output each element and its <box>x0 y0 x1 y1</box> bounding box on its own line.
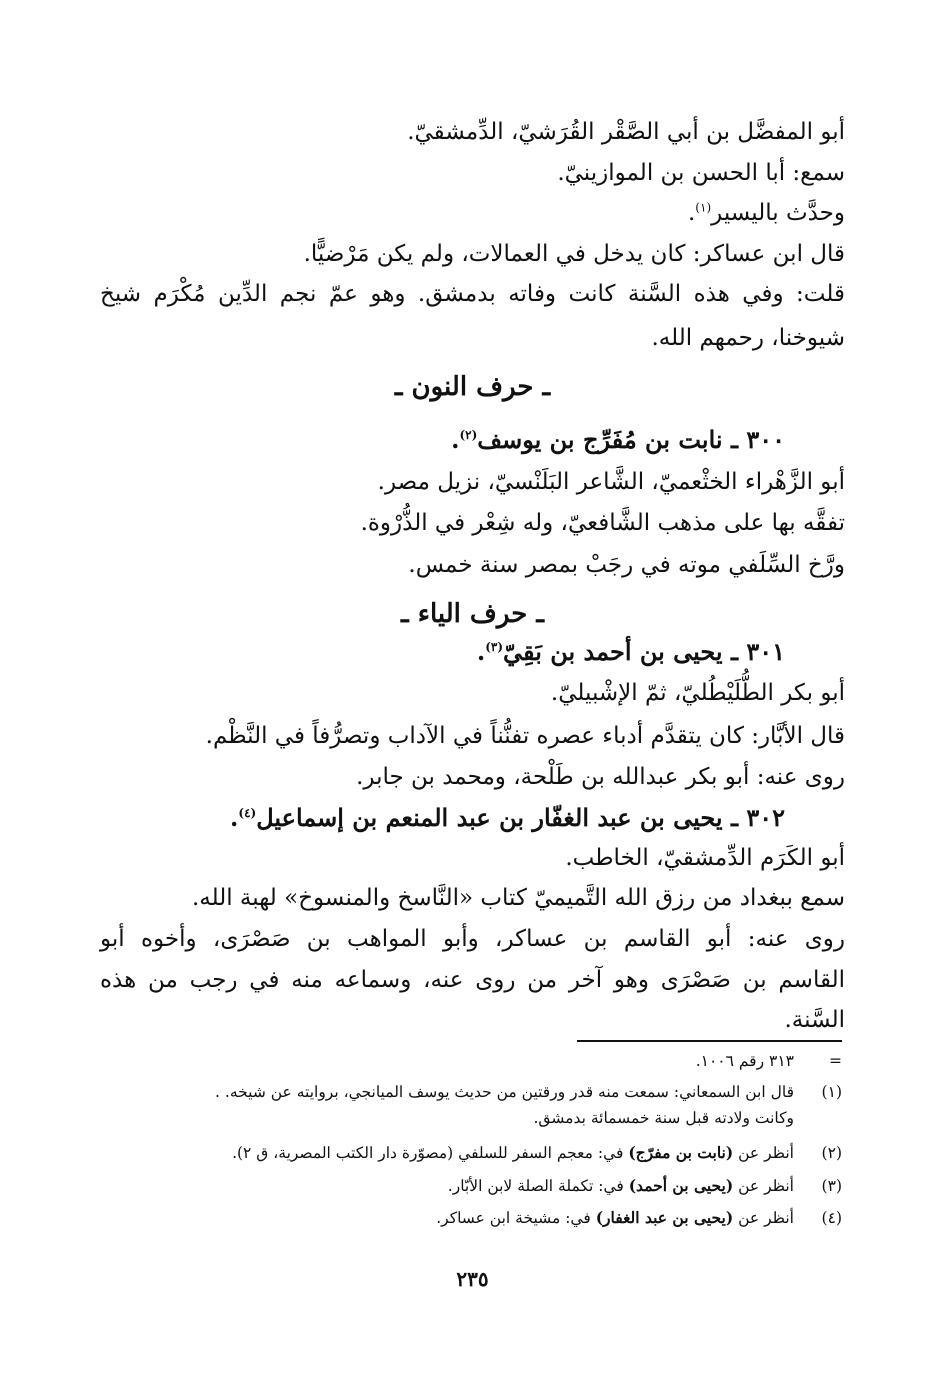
text-fragment: وحدَّث باليسير <box>711 200 845 226</box>
text-line: أبو الزَّهْراء الخثْعميّ، الشَّاعر البَلَنْسيّ، نزيل مصر. <box>377 469 845 495</box>
footnote-text: أنظر عن <box>733 1144 794 1162</box>
footnote <box>100 1079 842 1105</box>
footnote-marker: (١) <box>695 200 712 215</box>
footnote-number: (٢) <box>821 1144 842 1162</box>
text-line: قال الأبَّار: كان يتقدَّم أدباء عصره تفنُّناً في الآداب وتصرُّفاً في النَّظْم. <box>205 723 845 749</box>
footnote-bold-name: (نابت بن مفرّج) <box>628 1143 734 1162</box>
entry-title-text: ٣٠١ ـ يحيى بن أحمد بن بَقِيّ <box>503 637 785 666</box>
footnote-text: في: مشيخة ابن عساكر. <box>436 1209 596 1227</box>
text-line: روى عنه: أبو القاسم بن عساكر، وأبو المواهب بن صَصْرَى، وأخوه أبو <box>100 926 845 952</box>
footnote-marker: (٢) <box>459 428 478 442</box>
footnote-number: = <box>829 1052 842 1070</box>
text-line: تفقَّه بها على مذهب الشَّافعيّ، وله شِعْر في الذُّرْوة. <box>360 510 845 536</box>
text-line: سمع ببغداد من رزق الله التَّميميّ كتاب «النَّاسخ والمنسوخ» لهبة الله. <box>191 885 845 911</box>
entry-title-text: ٣٠٢ ـ يحيى بن عبد الغفّار بن عبد المنعم بن إسماعيل <box>256 803 785 832</box>
footnote <box>100 1173 842 1199</box>
text-line: السَّنة. <box>784 1007 845 1033</box>
page-number: ٢٣٥ <box>456 1267 489 1291</box>
footnote <box>100 1140 842 1166</box>
footnote-text: وكانت ولادته قبل سنة خمسمائة بدمشق. <box>533 1109 794 1127</box>
footnote <box>100 1048 842 1074</box>
footnote-text: أنظر عن <box>733 1209 794 1227</box>
text-line: قال ابن عساكر: كان يدخل في العمالات، ولم يكن مَرْضيًّا. <box>303 241 845 267</box>
footnote-text: قال ابن السمعاني: سمعت منه قدر ورقتين من حديث يوسف الميانجي، بروايته عن شيخه. . <box>215 1083 794 1101</box>
footnote-separator <box>577 1040 842 1042</box>
text-line: القاسم بن صَصْرَى وهو آخر من روى عنه، وسماعه منه في رجب من هذه <box>100 967 845 993</box>
entry-302-title: ٣٠٢ ـ يحيى بن عبد الغفّار بن عبد المنعم بن إسماعيل$^{(٤)}$. <box>230 803 785 832</box>
text-line: روى عنه: أبو بكر عبدالله بن طَلْحة، ومحمد بن جابر. <box>356 764 845 790</box>
text-line: أبو الكَرَم الدِّمشقيّ، الخاطب. <box>565 845 845 871</box>
section-heading-ya: ـ حرف الياء ـ <box>401 599 544 629</box>
entry-301-title: ٣٠١ ـ يحيى بن أحمد بن بَقِيّ$^{(٣)}$. <box>476 637 785 666</box>
footnote-number: (١) <box>821 1083 842 1101</box>
text-line: أبو المفضَّل بن أبي الصَّقْر القُرَشيّ، الدِّمشقيّ. <box>407 119 845 145</box>
footnote-bold-name: (يحيى بن أحمد) <box>628 1176 734 1195</box>
footnote <box>100 1205 842 1231</box>
footnote-number: (٤) <box>821 1209 842 1227</box>
text-line: سمع: أبا الحسن بن الموازينيّ. <box>557 160 845 186</box>
footnote-marker: (٤) <box>238 806 257 820</box>
footnote-continuation <box>100 1105 842 1131</box>
entry-title-text: ٣٠٠ ـ نابت بن مُفَرِّج بن يوسف <box>477 425 785 454</box>
footnote-text: أنظر عن <box>733 1177 794 1195</box>
entry-300-title: ٣٠٠ ـ نابت بن مُفَرِّج بن يوسف$^{(٢)}$. <box>451 425 785 454</box>
footnote-marker: (٣) <box>485 640 504 654</box>
text-line: وحدَّث باليسير$^{(١)}$. <box>687 200 845 226</box>
text-line: أبو بكر الطُّلَيْطُليّ، ثمّ الإشْبيليّ. <box>550 680 845 706</box>
footnote-text: ٣١٣ رقم ١٠٠٦. <box>695 1052 794 1070</box>
text-line: ورَّخ السِّلَفي موته في رجَبْ بمصر سنة خمس. <box>408 552 845 578</box>
footnote-text: في: معجم السفر للسلفي (مصوّرة دار الكتب المصرية، ق ٢). <box>232 1144 629 1162</box>
footnote-text: في: تكملة الصلة لابن الأبّار. <box>447 1177 629 1195</box>
text-line: شيوخنا، رحمهم الله. <box>651 325 845 351</box>
footnote-bold-name: (يحيى بن عبد الغفار) <box>595 1208 734 1227</box>
section-heading-nun: ـ حرف النون ـ <box>394 372 551 402</box>
footnote-number: (٣) <box>821 1177 842 1195</box>
text-line: قلت: وفي هذه السَّنة كانت وفاته بدمشق. وهو عمّ نجم الدِّين مُكْرَم شيخ <box>100 281 845 307</box>
